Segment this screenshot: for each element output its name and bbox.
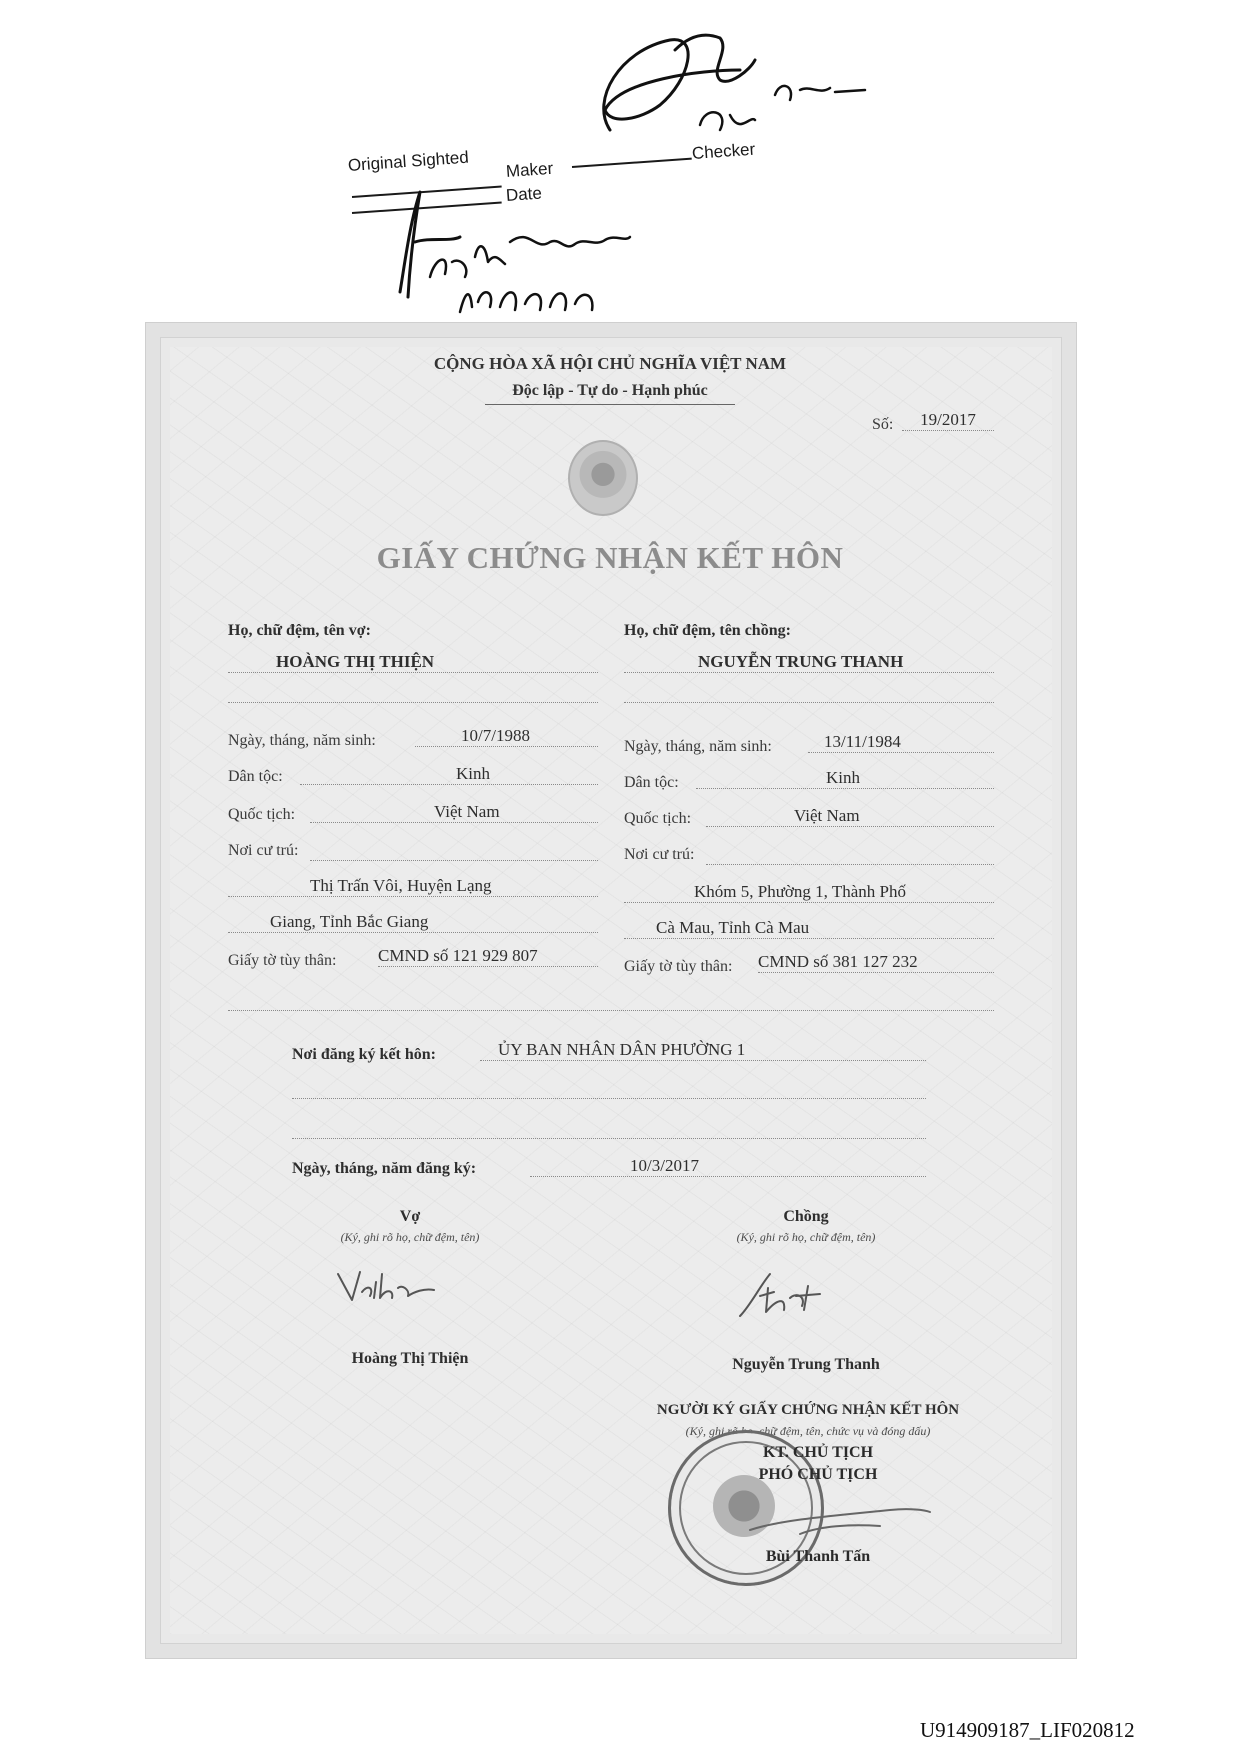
- wife-residence-line2: Giang, Tỉnh Bắc Giang: [228, 912, 598, 933]
- original-sighted-label: Original Sighted: [347, 147, 470, 175]
- registration-date: 10/3/2017: [530, 1156, 926, 1177]
- signer-title: NGƯỜI KÝ GIẤY CHỨNG NHẬN KẾT HÔN: [656, 1402, 960, 1418]
- wife-nationality: Việt Nam: [310, 802, 598, 823]
- registration-place-line2: [292, 1098, 926, 1099]
- header-motto: Độc lập - Tự do - Hạnh phúc: [512, 382, 708, 399]
- wife-dob: 10/7/1988: [415, 726, 598, 747]
- signer-name: Bùi Thanh Tấn: [765, 1548, 871, 1565]
- wife-id-value: CMND số 121 929 807: [378, 946, 598, 967]
- number-value: 19/2017: [902, 410, 994, 431]
- husband-signature-title: Chồng: [783, 1208, 829, 1225]
- maker-signature: [360, 182, 660, 322]
- husband-residence-line: [706, 864, 994, 865]
- husband-residence-label: Nơi cư trú:: [624, 846, 695, 863]
- wife-name-label: Họ, chữ đệm, tên vợ:: [228, 622, 371, 639]
- signer-role-2: PHÓ CHỦ TỊCH: [758, 1466, 878, 1483]
- husband-signature: [730, 1266, 840, 1326]
- wife-nationality-label: Quốc tịch:: [228, 806, 296, 823]
- signer-signature: [740, 1490, 940, 1550]
- husband-id-label: Giấy tờ tùy thân:: [624, 958, 733, 975]
- number-label: Số:: [872, 416, 894, 433]
- wife-ethnicity-label: Dân tộc:: [228, 768, 283, 785]
- husband-signature-name: Nguyễn Trung Thanh: [732, 1356, 880, 1373]
- wife-signature-title: Vợ: [399, 1208, 421, 1225]
- maker-label: Maker: [505, 158, 554, 181]
- checker-signature: [580, 10, 880, 160]
- husband-residence-line1: Khóm 5, Phường 1, Thành Phố: [624, 882, 994, 903]
- husband-dob: 13/11/1984: [808, 732, 994, 753]
- husband-name: NGUYỄN TRUNG THANH: [624, 652, 994, 673]
- husband-blank-line: [624, 702, 994, 703]
- wife-signature-name: Hoàng Thị Thiện: [351, 1350, 469, 1367]
- wife-ethnicity: Kinh: [300, 764, 598, 785]
- marriage-certificate: [145, 322, 1077, 1659]
- date-label: Date: [505, 183, 543, 205]
- husband-id-value: CMND số 381 127 232: [758, 952, 994, 973]
- wife-residence-line1: Thị Trấn Vôi, Huyện Lạng: [228, 876, 598, 897]
- husband-residence-line2: Cà Mau, Tỉnh Cà Mau: [624, 918, 994, 939]
- registration-place: ỦY BAN NHÂN DÂN PHƯỜNG 1: [480, 1040, 926, 1061]
- signer-role-1: KT. CHỦ TỊCH: [762, 1444, 874, 1461]
- wife-id-label: Giấy tờ tùy thân:: [228, 952, 337, 969]
- husband-signature-hint: (Ký, ghi rõ họ, chữ đệm, tên): [736, 1230, 876, 1244]
- husband-ethnicity-label: Dân tộc:: [624, 774, 679, 791]
- registration-date-label: Ngày, tháng, năm đăng ký:: [292, 1160, 477, 1177]
- wife-residence-label: Nơi cư trú:: [228, 842, 299, 859]
- husband-dob-label: Ngày, tháng, năm sinh:: [624, 738, 772, 755]
- wife-residence-line: [310, 860, 598, 861]
- national-emblem-icon: [568, 440, 638, 516]
- husband-ethnicity: Kinh: [696, 768, 994, 789]
- wife-signature: [330, 1262, 440, 1312]
- signer-hint: (Ký, ghi rõ họ, chữ đệm, tên, chức vụ và đóng dấu): [685, 1424, 931, 1438]
- divider-line: [228, 1010, 994, 1011]
- husband-name-label: Họ, chữ đệm, tên chồng:: [624, 622, 791, 639]
- husband-nationality-label: Quốc tịch:: [624, 810, 692, 827]
- wife-dob-label: Ngày, tháng, năm sinh:: [228, 732, 376, 749]
- wife-signature-hint: (Ký, ghi rõ họ, chữ đệm, tên): [340, 1230, 480, 1244]
- registration-place-label: Nơi đăng ký kết hôn:: [292, 1046, 437, 1063]
- wife-blank-line: [228, 702, 598, 703]
- motto-underline: [485, 404, 735, 405]
- certificate-title: GIẤY CHỨNG NHẬN KẾT HÔN: [376, 540, 844, 575]
- registration-place-line3: [292, 1138, 926, 1139]
- wife-name: HOÀNG THỊ THIỆN: [228, 652, 598, 673]
- checker-label: Checker: [691, 139, 756, 163]
- document-code: U914909187_LIF020812: [920, 1718, 1135, 1742]
- husband-nationality: Việt Nam: [706, 806, 994, 827]
- header-republic: CỘNG HÒA XÃ HỘI CHỦ NGHĨA VIỆT NAM: [433, 354, 787, 373]
